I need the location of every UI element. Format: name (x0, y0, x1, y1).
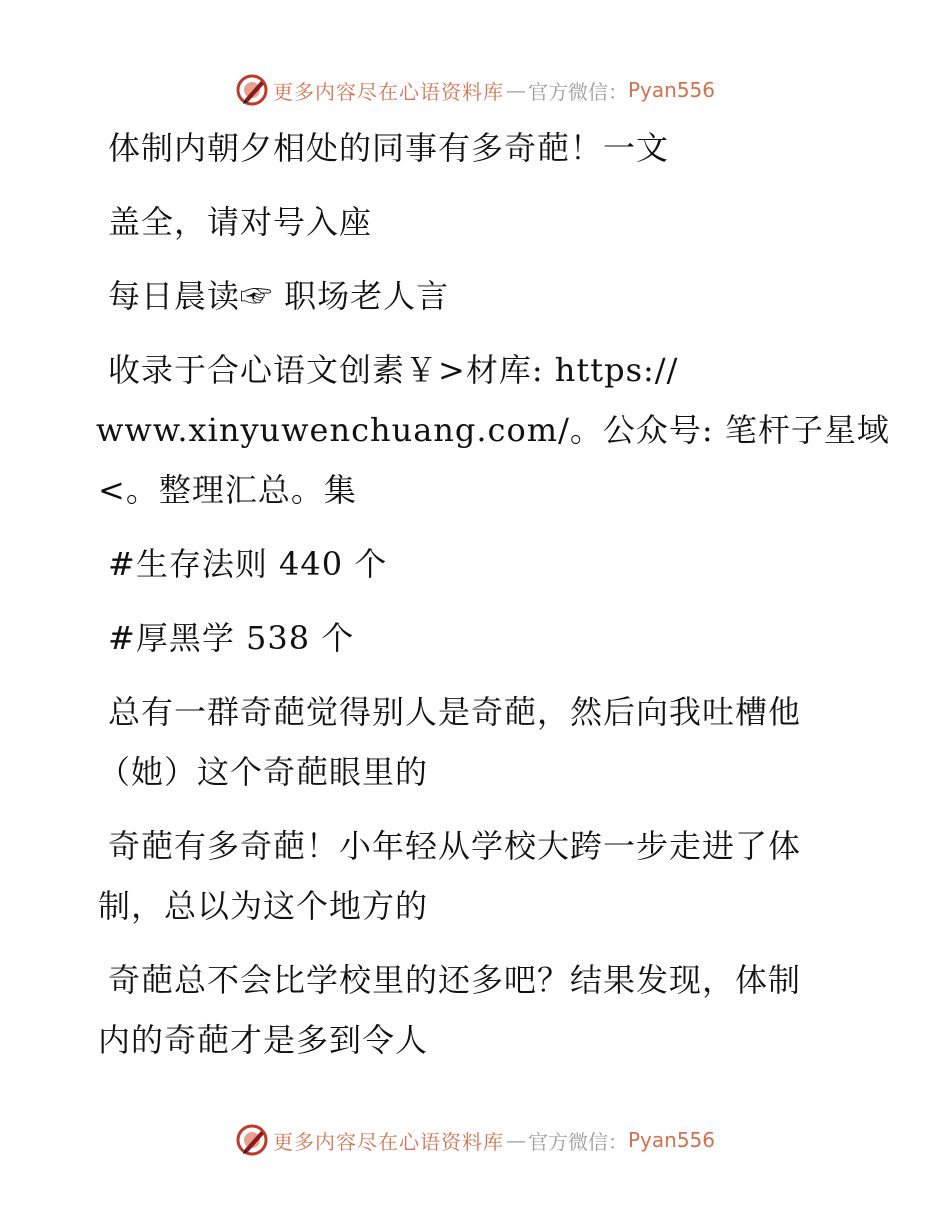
source-paragraph (96, 340, 890, 520)
p1-line-2: （她）这个奇葩眼里的 (98, 753, 429, 791)
title-line-1: 体制内朝夕相处的同事有多奇葩！一文 (108, 129, 670, 167)
tag-thick-black: #厚黑学 538 个 (108, 619, 355, 657)
title-line-2: 盖全，请对号入座 (108, 203, 373, 241)
header-site-text: 更多内容尽在心语资料库 (272, 79, 504, 104)
pen-logo-icon (235, 1123, 269, 1157)
footer-banner (0, 1120, 950, 1160)
body-paragraph-2 (98, 816, 850, 936)
footer-separator: — (505, 1128, 526, 1152)
header-separator: — (505, 78, 526, 102)
header-banner (0, 70, 950, 110)
body-paragraph-1 (98, 682, 850, 802)
p2-line-2: 制，总以为这个地方的 (98, 887, 429, 925)
p2-line-1: 奇葩有多奇葩！小年轻从学校大跨一步走进了体 (108, 827, 802, 865)
source-line-1: 收录于合心语文创素￥>材库: https:// (108, 351, 679, 389)
title-paragraph-continued (98, 192, 850, 252)
source-line-2: www.xinyuwenchuang.com/。公众号: 笔杆子星域 (96, 411, 890, 449)
tag-paragraph-1 (98, 534, 850, 594)
title-paragraph (98, 118, 850, 178)
header-wechat-label: 官方微信： (527, 79, 628, 104)
source-line-3: <。整理汇总。集 (98, 471, 357, 509)
pen-logo-icon (235, 73, 269, 107)
p3-line-2: 内的奇葩才是多到令人 (98, 1021, 429, 1059)
p3-line-1: 奇葩总不会比学校里的还多吧？结果发现，体制 (108, 961, 802, 999)
tag-paragraph-2 (98, 608, 850, 668)
footer-site-text: 更多内容尽在心语资料库 (272, 1129, 504, 1154)
footer-wechat-label: 官方微信： (527, 1129, 628, 1154)
body-paragraph-3 (98, 950, 850, 1070)
column-paragraph (98, 266, 850, 326)
tag-survival-rules: #生存法则 440 个 (108, 545, 388, 583)
header-wechat-id: Pyan556 (627, 78, 715, 102)
p1-line-1: 总有一群奇葩觉得别人是奇葩，然后向我吐槽他 (108, 693, 802, 731)
column-line: 每日晨读☞ 职场老人言 (108, 277, 450, 315)
footer-wechat-id: Pyan556 (627, 1128, 715, 1152)
document-body (96, 118, 890, 1084)
